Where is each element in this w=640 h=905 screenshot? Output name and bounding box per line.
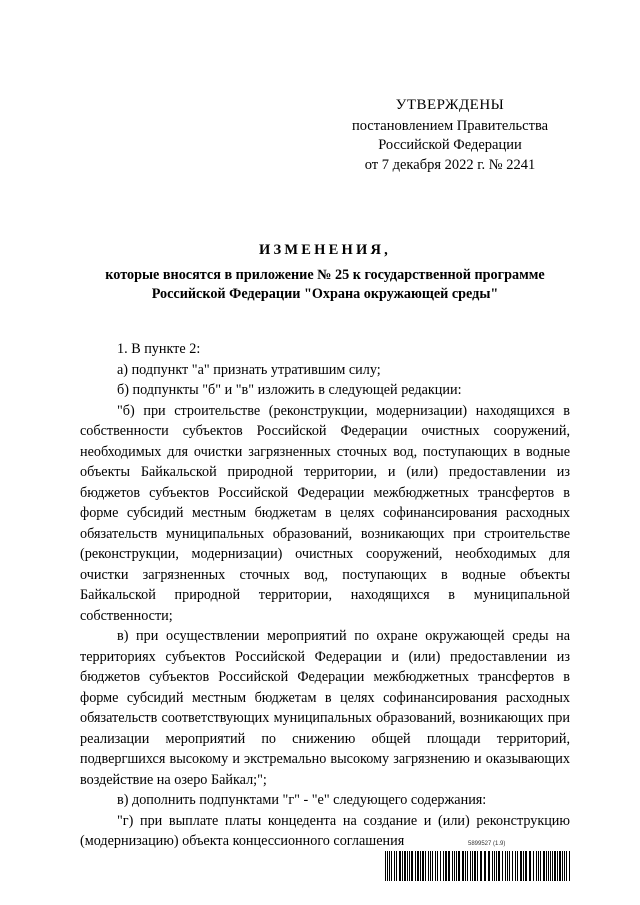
paragraph: "б) при строительстве (реконструкции, модернизации) находящихся в собственности субъектов Российской Федерации очистных сооружений, необходимых для очистки загрязненных сточных вод, поступающих в водные объекты Байкальской природной территории, и (или) предоставлении из бюджетов субъектов Российской Федерации межбюджетных трансфертов в форме субсидий местным бюджетам в целях софинансирования расходных обязательств муниципальных образований, возникающих при строительстве (реконструкции, модернизации) очистных сооружений, необходимых для очистки загрязненных сточных вод, поступающих в водные объекты Байкальской природной территории, находящихся в муниципальной собственности;	[80, 402, 570, 624]
paragraph: б) подпункты "б" и "в" изложить в следующей редакции:	[117, 382, 462, 398]
approval-heading: УТВЕРЖДЕНЫ	[395, 97, 505, 113]
barcode-image	[385, 851, 570, 881]
paragraph: в) дополнить подпунктами "г" - "е" следующего содержания:	[117, 792, 487, 808]
subtitle-line: которые вносятся в приложение № 25 к государственной программе	[105, 267, 545, 283]
paragraph: а) подпункт "а" признать утратившим силу;	[117, 361, 381, 378]
approval-line: постановлением Правительства	[351, 117, 549, 134]
approval-line: Российской Федерации	[378, 137, 522, 153]
document-body	[80, 339, 570, 852]
document-title: ИЗМЕНЕНИЯ,	[259, 242, 391, 258]
approval-date-number: от 7 декабря 2022 г. № 2241	[364, 156, 536, 173]
subtitle-line: Российской Федерации "Охрана окружающей среды"	[151, 286, 499, 302]
paragraph: в) при осуществлении мероприятий по охране окружающей среды на территориях субъектов Российской Федерации и (или) предоставлении из бюджетов субъектов Российской Федерации межбюджетных трансфертов в форме субсидий местным бюджетам в целях софинансирования расходных обязательств соответствующих муниципальных образований, возникающих при реализации мероприятий по снижению общей площади территорий, подвергшихся высокому и экстремально высокому загрязнению и оказывающих воздействие на озеро Байкал;";	[80, 628, 570, 788]
paragraph: "г) при выплате платы концедента на создание и (или) реконструкцию (модернизацию) объекта концессионного соглашения	[80, 812, 570, 849]
approval-block	[330, 96, 570, 175]
paragraph: 1. В пункте 2:	[117, 341, 201, 357]
document-code: 5899527 (1.9)	[468, 841, 506, 847]
document-subtitle	[80, 266, 570, 304]
